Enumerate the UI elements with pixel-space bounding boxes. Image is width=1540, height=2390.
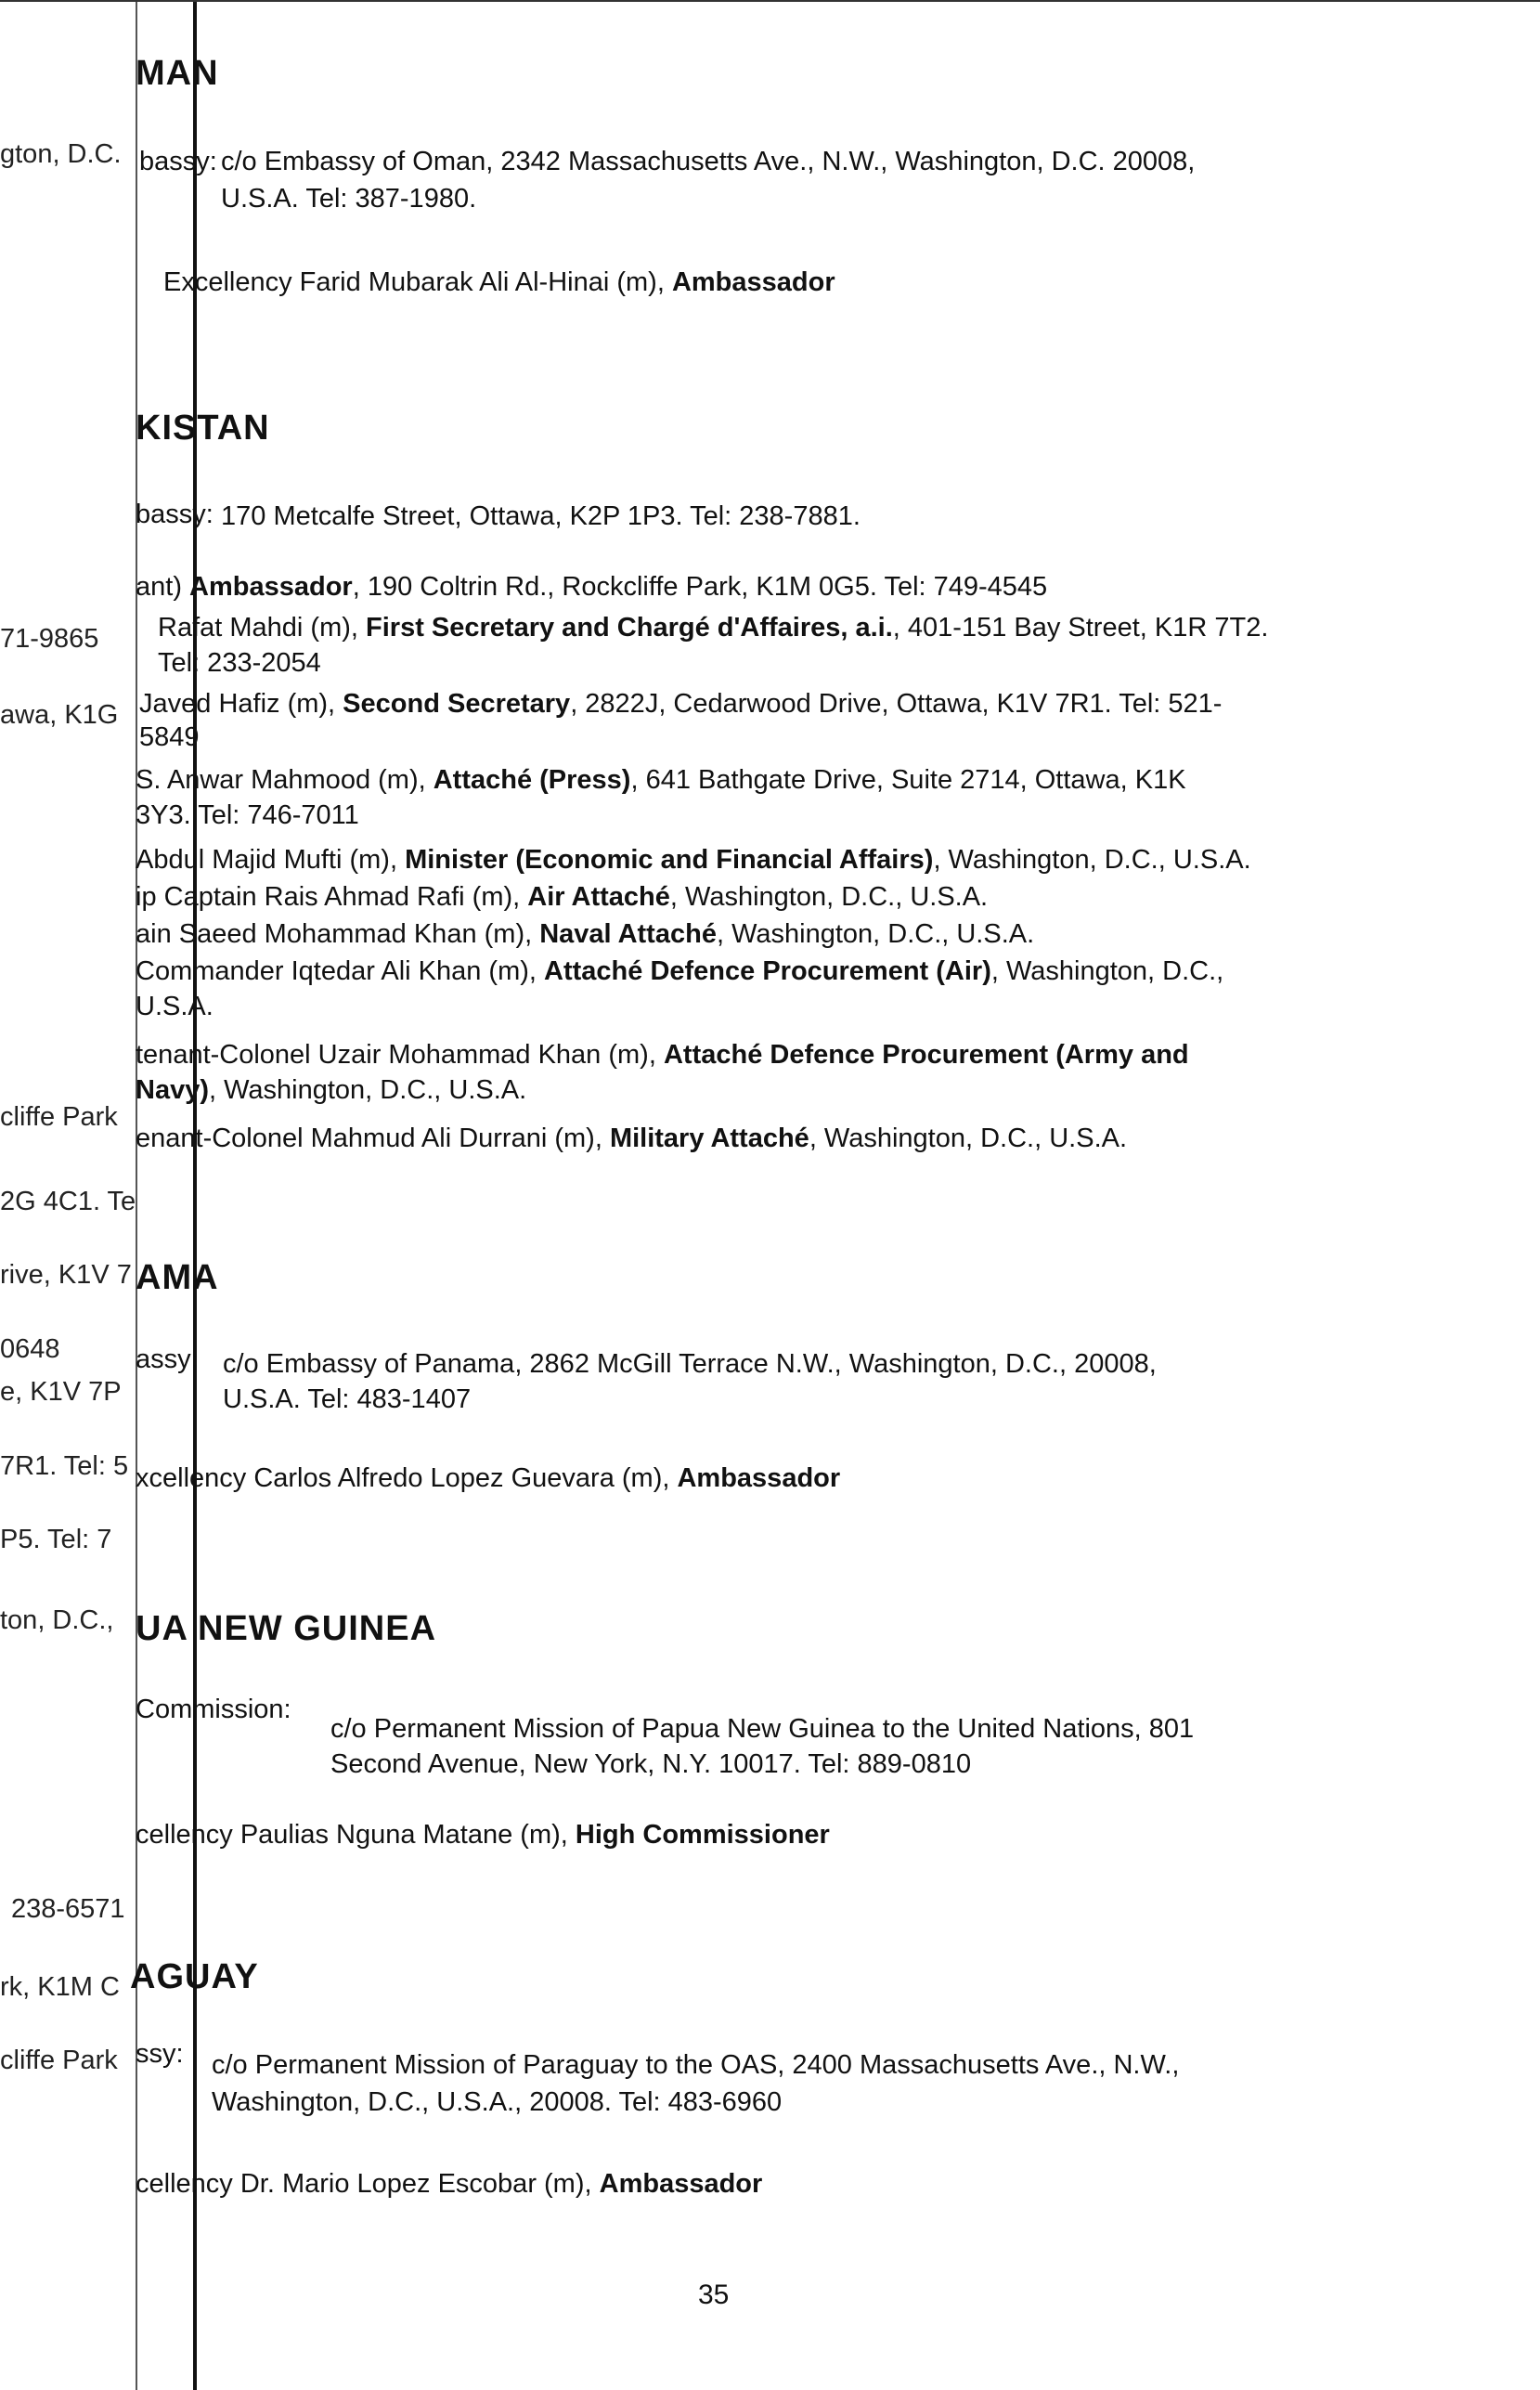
ambassador-title: Ambassador xyxy=(677,1463,841,1493)
staff-entry xyxy=(136,802,359,829)
staff-title: Air Attaché xyxy=(527,882,670,912)
staff-entry xyxy=(136,921,1034,948)
commissioner-title: High Commissioner xyxy=(575,1820,830,1850)
staff-name: S. Anwar Mahmood (m), xyxy=(136,765,426,795)
commission-address: c/o Permanent Mission of Papua New Guinea to the United Nations, 801 xyxy=(330,1714,1195,1744)
staff-title: Attaché Defence Procurement (Air) xyxy=(544,956,991,986)
vertical-rule-thin xyxy=(136,0,137,2390)
staff-title: Naval Attaché xyxy=(539,919,717,949)
commissioner-name: cellency Paulias Nguna Matane (m), xyxy=(136,1820,568,1850)
staff-title: Minister (Economic and Financial Affairs) xyxy=(405,845,934,875)
staff-name: Rafat Mahdi (m), xyxy=(158,613,358,643)
staff-entry xyxy=(136,884,988,911)
embassy-address: c/o Embassy of Panama, 2862 McGill Terrace N.W., Washington, D.C., 20008, xyxy=(223,1349,1157,1379)
left-fragment: 71-9865 xyxy=(0,624,99,654)
left-fragment: cliffe Park xyxy=(0,1102,118,1132)
staff-name: tenant-Colonel Uzair Mohammad Khan (m), xyxy=(136,1040,656,1070)
left-fragment: 7R1. Tel: 5 xyxy=(0,1451,129,1481)
staff-details: , Washington, D.C., U.S.A. xyxy=(669,882,989,912)
staff-details: , Washington, D.C., U.S.A. xyxy=(809,1124,1128,1153)
embassy-address: c/o Permanent Mission of Paraguay to the OAS, 2400 Massachusetts Ave., N.W., xyxy=(212,2050,1180,2080)
commission-address: Second Avenue, New York, N.Y. 10017. Tel: 889-0810 xyxy=(330,1749,972,1779)
section-heading-panama: AMA xyxy=(136,1258,219,1297)
staff-details: , Washington, D.C., U.S.A. xyxy=(933,845,1251,875)
staff-details: , Washington, D.C., U.S.A. xyxy=(716,919,1035,949)
section-heading-paraguay: AGUAY xyxy=(130,1957,259,1996)
staff-entry xyxy=(139,724,200,751)
page-number: 35 xyxy=(698,2280,730,2310)
staff-entry xyxy=(136,847,1251,874)
vertical-rule xyxy=(193,0,197,2390)
left-fragment: P5. Tel: 7 xyxy=(0,1525,112,1554)
staff-details: , 641 Bathgate Drive, Suite 2714, Ottawa, K1K xyxy=(630,765,1186,795)
staff-title: Navy) xyxy=(136,1075,209,1105)
embassy-address: Washington, D.C., U.S.A., 20008. Tel: 483-6960 xyxy=(212,2087,783,2117)
staff-details: 3Y3. Tel: 746-7011 xyxy=(136,800,359,830)
staff-name: Commander Iqtedar Ali Khan (m), xyxy=(136,956,537,986)
commission-label: Commission: xyxy=(136,1695,291,1724)
staff-name: enant-Colonel Mahmud Ali Durrani (m), xyxy=(136,1124,602,1153)
section-heading-pakistan: KISTAN xyxy=(136,409,270,448)
staff-entry xyxy=(136,958,1223,985)
embassy-address: U.S.A. Tel: 483-1407 xyxy=(223,1384,472,1414)
section-heading-png: UA NEW GUINEA xyxy=(136,1609,437,1648)
ambassador-entry xyxy=(136,1465,840,1492)
staff-entry xyxy=(139,691,1222,718)
staff-title: Military Attaché xyxy=(609,1124,809,1153)
staff-details: , 190 Coltrin Rd., Rockcliffe Park, K1M 0G5. Tel: 749-4545 xyxy=(352,572,1048,602)
ambassador-entry xyxy=(163,269,835,296)
left-fragment: rive, K1V 7 xyxy=(0,1260,132,1290)
embassy-label: bassy: xyxy=(136,500,214,529)
staff-entry xyxy=(136,1125,1127,1152)
section-heading-oman: MAN xyxy=(136,54,219,93)
left-fragment: ton, D.C., xyxy=(0,1605,114,1635)
embassy-label: assy: xyxy=(136,1344,199,1374)
staff-details: , 2822J, Cedarwood Drive, Ottawa, K1V 7R1. Tel: 521- xyxy=(570,689,1223,719)
staff-title: Attaché (Press) xyxy=(433,765,631,795)
staff-details: , Washington, D.C., U.S.A. xyxy=(209,1075,527,1105)
staff-name: Javed Hafiz (m), xyxy=(139,689,336,719)
staff-name: Abdul Majid Mufti (m), xyxy=(136,845,398,875)
left-fragment: rk, K1M C xyxy=(0,1972,120,2002)
staff-title: Second Secretary xyxy=(343,689,571,719)
staff-details: U.S.A. xyxy=(136,992,214,1021)
embassy-label: ssy: xyxy=(136,2039,184,2069)
left-fragment: cliffe Park xyxy=(0,2046,118,2075)
ambassador-name: cellency Dr. Mario Lopez Escobar (m), xyxy=(136,2169,592,2199)
staff-details: , 401-151 Bay Street, K1R 7T2. xyxy=(892,613,1269,643)
left-fragment: e, K1V 7P xyxy=(0,1377,122,1407)
left-fragment: 0648 xyxy=(0,1334,60,1364)
staff-entry xyxy=(136,1077,526,1104)
left-fragment: gton, D.C. xyxy=(0,139,122,169)
ambassador-name: xcellency Carlos Alfredo Lopez Guevara (m), xyxy=(136,1463,670,1493)
left-fragment: 2G 4C1. Te xyxy=(0,1187,136,1216)
embassy-address: 170 Metcalfe Street, Ottawa, K2P 1P3. Tel: 238-7881. xyxy=(221,501,861,531)
staff-entry xyxy=(158,650,321,677)
staff-details: Tel: 233-2054 xyxy=(158,648,321,678)
staff-entry xyxy=(136,767,1186,794)
staff-entry xyxy=(136,994,214,1020)
embassy-address: c/o Embassy of Oman, 2342 Massachusetts Ave., N.W., Washington, D.C. 20008, xyxy=(221,147,1196,176)
staff-entry xyxy=(158,615,1268,642)
left-fragment: awa, K1G xyxy=(0,700,119,730)
staff-title: Ambassador xyxy=(189,572,353,602)
staff-details: , Washington, D.C., xyxy=(990,956,1224,986)
ambassador-name: Excellency Farid Mubarak Ali Al-Hinai (m), xyxy=(163,267,665,297)
commissioner-entry xyxy=(136,1822,830,1849)
staff-details: 5849 xyxy=(139,722,200,752)
left-fragment: 238-6571 xyxy=(11,1894,125,1924)
staff-title: Attaché Defence Procurement (Army and xyxy=(663,1040,1189,1070)
staff-name: ant) xyxy=(136,572,182,602)
staff-entry xyxy=(136,574,1047,601)
staff-name: ip Captain Rais Ahmad Rafi (m), xyxy=(136,882,521,912)
ambassador-title: Ambassador xyxy=(599,2169,763,2199)
staff-title: First Secretary and Chargé d'Affaires, a.i. xyxy=(366,613,893,643)
staff-name: ain Saeed Mohammad Khan (m), xyxy=(136,919,533,949)
ambassador-title: Ambassador xyxy=(671,267,835,297)
embassy-address: U.S.A. Tel: 387-1980. xyxy=(221,184,477,214)
embassy-label: bassy: xyxy=(139,147,217,176)
top-border xyxy=(0,0,1540,2)
staff-entry xyxy=(136,1042,1189,1069)
ambassador-entry xyxy=(136,2171,762,2198)
